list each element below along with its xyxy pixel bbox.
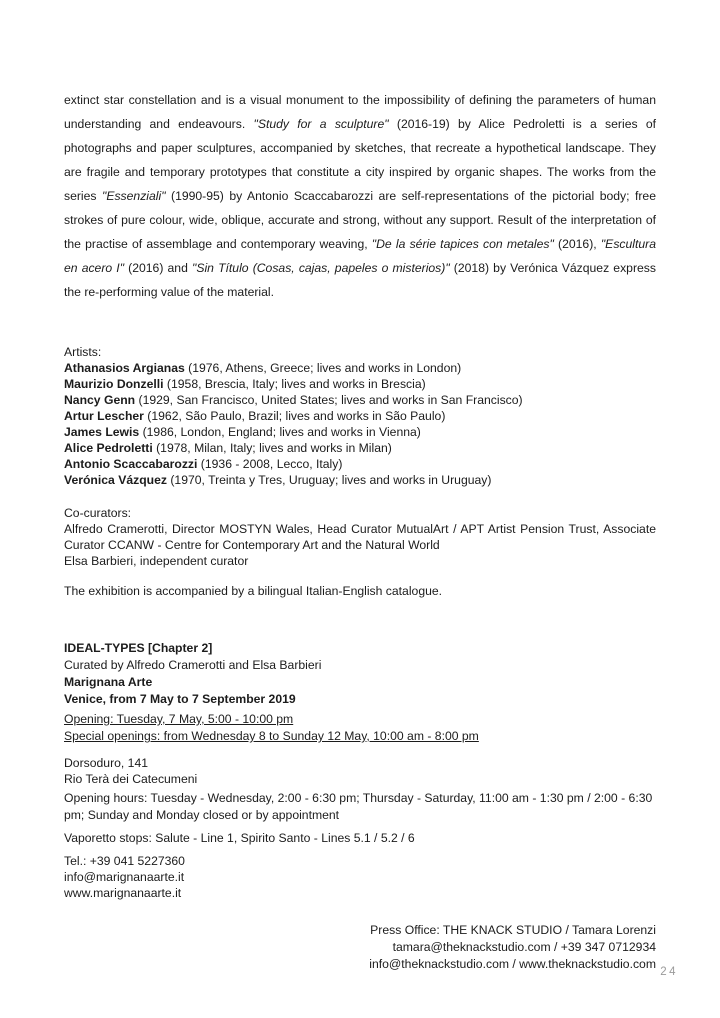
artists-label: Artists: [64,345,102,359]
special-openings-line: Special openings: from Wednesday 8 to Sunday 12 May, 10:00 am - 8:00 pm [64,729,479,743]
artist-name: Alice Pedroletti [64,441,153,455]
artwork-title-sin-titulo: "Sin Título (Cosas, cajas, papeles o misterios)" [192,261,450,275]
artist-details: (1936 - 2008, Lecco, Italy) [197,457,343,471]
artist-row [64,424,656,440]
artwork-title-escultura-en-acero: "Escultura en acero I" [64,237,656,275]
artist-name: Antonio Scaccabarozzi [64,457,198,471]
press-office-line: tamara@theknackstudio.com / +39 347 0712934 [392,940,656,954]
artist-row [64,440,656,456]
press-office-line: info@theknackstudio.com / www.theknackstudio.com [369,957,656,971]
opening-line: Opening: Tuesday, 7 May, 5:00 - 10:00 pm [64,712,294,726]
intro-text-run: (2016-19) by Alice Pedroletti is a series of photographs and paper sculptures, accompanied by sketches, that recreate a hypothetical landscape. They are fragile and temporary prototypes that constitute a city inspired by organic shapes. The works from the series [64,117,657,203]
artist-name: Athanasios Argianas [64,361,185,375]
cocurator-line: Alfredo Cramerotti, Director MOSTYN Wales, Head Curator MutualArt / APT Artist Pension Trust, Associate Curator CCANW - Centre for Contemporary Art and the Natural World [64,522,656,552]
intro-text-run: extinct star constellation and is a visual monument to the impossibility of defining the parameters of human understanding and endeavours. [64,93,656,131]
press-office-section [64,922,656,973]
artist-row [64,472,656,488]
artist-row [64,360,656,376]
artwork-title-study-for-a-sculpture: "Study for a sculpture" [253,117,389,131]
artist-details: (1962, São Paulo, Brazil; lives and works in São Paulo) [143,409,446,423]
artist-name: Artur Lescher [64,409,144,423]
opening-hours: Opening hours: Tuesday - Wednesday, 2:00 - 6:30 pm; Thursday - Saturday, 11:00 am - 1:30 pm / 2:00 - 6:30 pm; Sunday and Monday closed or by appointment [64,791,653,822]
artist-details: (1929, San Francisco, United States; lives and works in San Francisco) [135,393,523,407]
catalogue-note: The exhibition is accompanied by a bilingual Italian-English catalogue. [64,584,443,598]
artist-row [64,392,656,408]
intro-paragraph [64,88,656,304]
artist-name: Maurizio Donzelli [64,377,164,391]
artists-section [64,344,656,488]
intro-text-run: (1990-95) by Antonio Scaccabarozzi are self-representations of the pictorial body; free strokes of pure colour, wide, oblique, accurate and strong, without any support. Result of the interpretation of the practise of assemblage and contemporary weaving, [64,189,656,251]
artist-name: Verónica Vázquez [64,473,167,487]
vaporetto-stops: Vaporetto stops: Salute - Line 1, Spirito Santo - Lines 5.1 / 5.2 / 6 [64,831,415,845]
intro-text-run: (2016), [553,237,601,251]
artist-details: (1970, Treinta y Tres, Uruguay; lives and works in Uruguay) [166,473,492,487]
curated-by-line: Curated by Alfredo Cramerotti and Elsa Barbieri [64,658,322,672]
exhibition-dates: Venice, from 7 May to 7 September 2019 [64,692,296,706]
contact-section [64,853,656,901]
exhibition-title: IDEAL-TYPES [Chapter 2] [64,641,213,655]
artist-row [64,456,656,472]
intro-text-run: (2016) and [124,261,192,275]
artist-details: (1986, London, England; lives and works in Vienna) [139,425,421,439]
cocurators-section [64,505,656,569]
exhibition-info-section [64,640,656,708]
openings-section [64,711,656,745]
website-url: www.marignanaarte.it [64,886,182,900]
intro-text-run: (2018) by Verónica Vázquez express the re-performing value of the material. [64,261,656,299]
venue-name: Marignana Arte [64,675,153,689]
email-address: info@marignanaarte.it [64,870,185,884]
press-office-line: Press Office: THE KNACK STUDIO / Tamara Lorenzi [370,923,656,937]
address-section [64,755,656,787]
cocurators-label: Co-curators: [64,506,132,520]
artwork-title-tapices-con-metales: "De la série tapices con metales" [371,237,554,251]
artist-details: (1958, Brescia, Italy; lives and works in Brescia) [163,377,426,391]
phone-number: Tel.: +39 041 5227360 [64,854,185,868]
artist-details: (1976, Athens, Greece; lives and works in London) [184,361,462,375]
page-number: 24 [660,966,678,978]
address-line-2: Rio Terà dei Catecumeni [64,772,198,786]
cocurator-line: Elsa Barbieri, independent curator [64,554,249,568]
artist-row [64,376,656,392]
artist-name: James Lewis [64,425,140,439]
address-line-1: Dorsoduro, 141 [64,756,149,770]
artist-row [64,408,656,424]
artwork-title-essenziali: "Essenziali" [102,189,166,203]
artist-name: Nancy Genn [64,393,136,407]
artist-details: (1978, Milan, Italy; lives and works in Milan) [152,441,392,455]
